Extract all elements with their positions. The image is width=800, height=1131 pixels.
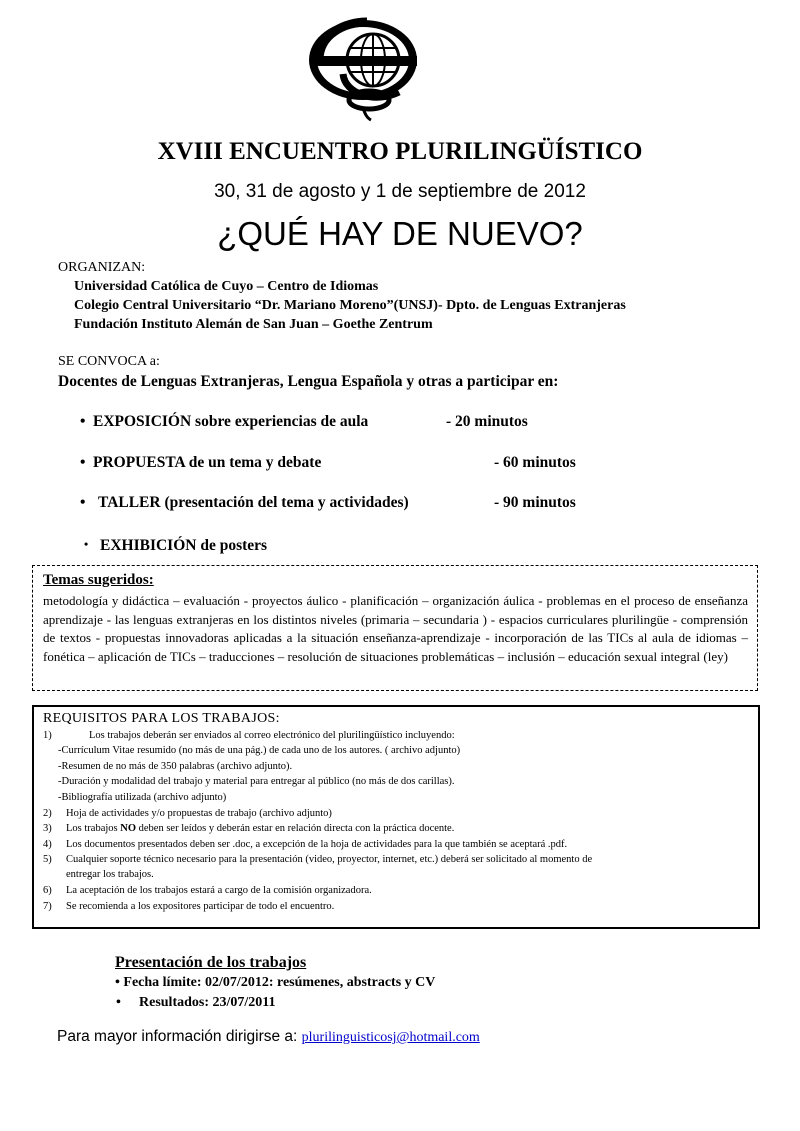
call-label: SE CONVOCA a: xyxy=(58,354,160,369)
activity-name: TALLER (presentación del tema y actividades) xyxy=(98,494,409,511)
requirement-text: -Resumen de no más de 350 palabras (archivo adjunto). xyxy=(58,761,293,772)
requirement-text: -Duración y modalidad del trabajo y material para entregar al público (no más de dos carillas). xyxy=(58,776,455,787)
activity-bullet: • xyxy=(80,454,86,471)
activity-duration: - 20 minutos xyxy=(446,413,528,430)
event-logo-icon xyxy=(305,14,425,122)
requirement-text: La aceptación de los trabajos estará a cargo de la comisión organizadora. xyxy=(66,885,372,896)
activity-duration: - 60 minutos xyxy=(494,454,576,471)
requirement-text xyxy=(66,823,454,834)
requirement-text: Se recomienda a los expositores participar de todo el encuentro. xyxy=(66,901,335,912)
organizer-item: Universidad Católica de Cuyo – Centro de Idiomas xyxy=(74,279,379,294)
requirement-number: 3) xyxy=(43,823,52,834)
activity-bullet: • xyxy=(80,494,86,511)
organizer-item: Fundación Instituto Alemán de San Juan – Goethe Zentrum xyxy=(74,317,433,332)
requirement-emphasis: NO xyxy=(120,823,136,834)
requirement-text: -Bibliografía utilizada (archivo adjunto) xyxy=(58,792,227,803)
requirement-text: Cualquier soporte técnico necesario para la presentación (video, proyector, internet, etc.) deberá ser solicitado al momento de xyxy=(66,854,593,865)
requirement-text: Hoja de actividades y/o propuestas de trabajo (archivo adjunto) xyxy=(66,808,332,819)
activity-duration: - 90 minutos xyxy=(494,494,576,511)
topics-text: metodología y didáctica – evaluación - proyectos áulico - planificación – organización áulica - problemas en el proceso de enseñanza aprendizaje - las lenguas extranjeras en los distintos niveles (primaria – secundaria ) - espacios curriculares plurilingüe - comprensión de textos - propuestas innovadoras aplicadas a la situación enseñanza-aprendizaje - incorporación de las TICs al aula de idiomas – fonética – aplicación de TICs – traducciones – resolución de situaciones problemáticas – inclusión – educación sexual integral (ley) xyxy=(43,593,748,664)
contact-email-link[interactable]: plurilinguisticosj@hotmail.com xyxy=(301,1030,480,1045)
requirements-title: REQUISITOS PARA LOS TRABAJOS: xyxy=(43,711,280,726)
activity-bullet: • xyxy=(84,537,89,551)
requirement-number: 4) xyxy=(43,839,52,850)
activity-bullet: • xyxy=(80,413,86,430)
event-title: XVIII ENCUENTRO PLURILINGÜÍSTICO xyxy=(157,138,643,165)
requirement-number: 7) xyxy=(43,901,52,912)
event-dates: 30, 31 de agosto y 1 de septiembre de 2012 xyxy=(214,181,586,202)
activity-name: EXPOSICIÓN sobre experiencias de aula xyxy=(93,413,369,430)
presentation-results: Resultados: 23/07/2011 xyxy=(139,995,276,1010)
activity-name: EXHIBICIÓN de posters xyxy=(100,537,268,554)
requirement-text: -Currículum Vitae resumido (no más de una pág.) de cada uno de los autores. ( archivo adjunto) xyxy=(58,745,461,756)
contact-line xyxy=(57,1028,480,1046)
requirement-number: 6) xyxy=(43,885,52,896)
organizer-item: Colegio Central Universitario “Dr. Mariano Moreno”(UNSJ)- Dpto. de Lenguas Extranjeras xyxy=(74,298,626,313)
event-headline: ¿QUÉ HAY DE NUEVO? xyxy=(217,215,583,252)
presentation-deadline: • Fecha límite: 02/07/2012: resúmenes, abstracts y CV xyxy=(115,975,436,990)
requirement-text-part: deben ser leídos y deberán estar en relación directa con la práctica docente. xyxy=(136,823,455,834)
activity-name: PROPUESTA de un tema y debate xyxy=(93,454,322,471)
call-text: Docentes de Lenguas Extranjeras, Lengua Española y otras a participar en: xyxy=(58,373,559,390)
requirement-number: 5) xyxy=(43,854,52,865)
requirement-number: 2) xyxy=(43,808,52,819)
requirement-text: Los documentos presentados deben ser .doc, a excepción de la hoja de actividades para la que también se aceptará .pdf. xyxy=(66,839,568,850)
topics-title: Temas sugeridos: xyxy=(43,572,154,588)
requirement-text-part: Los trabajos xyxy=(66,823,121,834)
requirement-text: Los trabajos deberán ser enviados al correo electrónico del plurilingüístico incluyendo: xyxy=(89,730,455,741)
presentation-bullet: • xyxy=(116,995,121,1010)
requirement-number: 1) xyxy=(43,730,52,741)
organizers-label: ORGANIZAN: xyxy=(58,260,146,275)
contact-text: Para mayor información dirigirse a: xyxy=(57,1028,298,1045)
requirement-text: entregar los trabajos. xyxy=(66,869,154,880)
presentation-title: Presentación de los trabajos xyxy=(115,954,307,971)
